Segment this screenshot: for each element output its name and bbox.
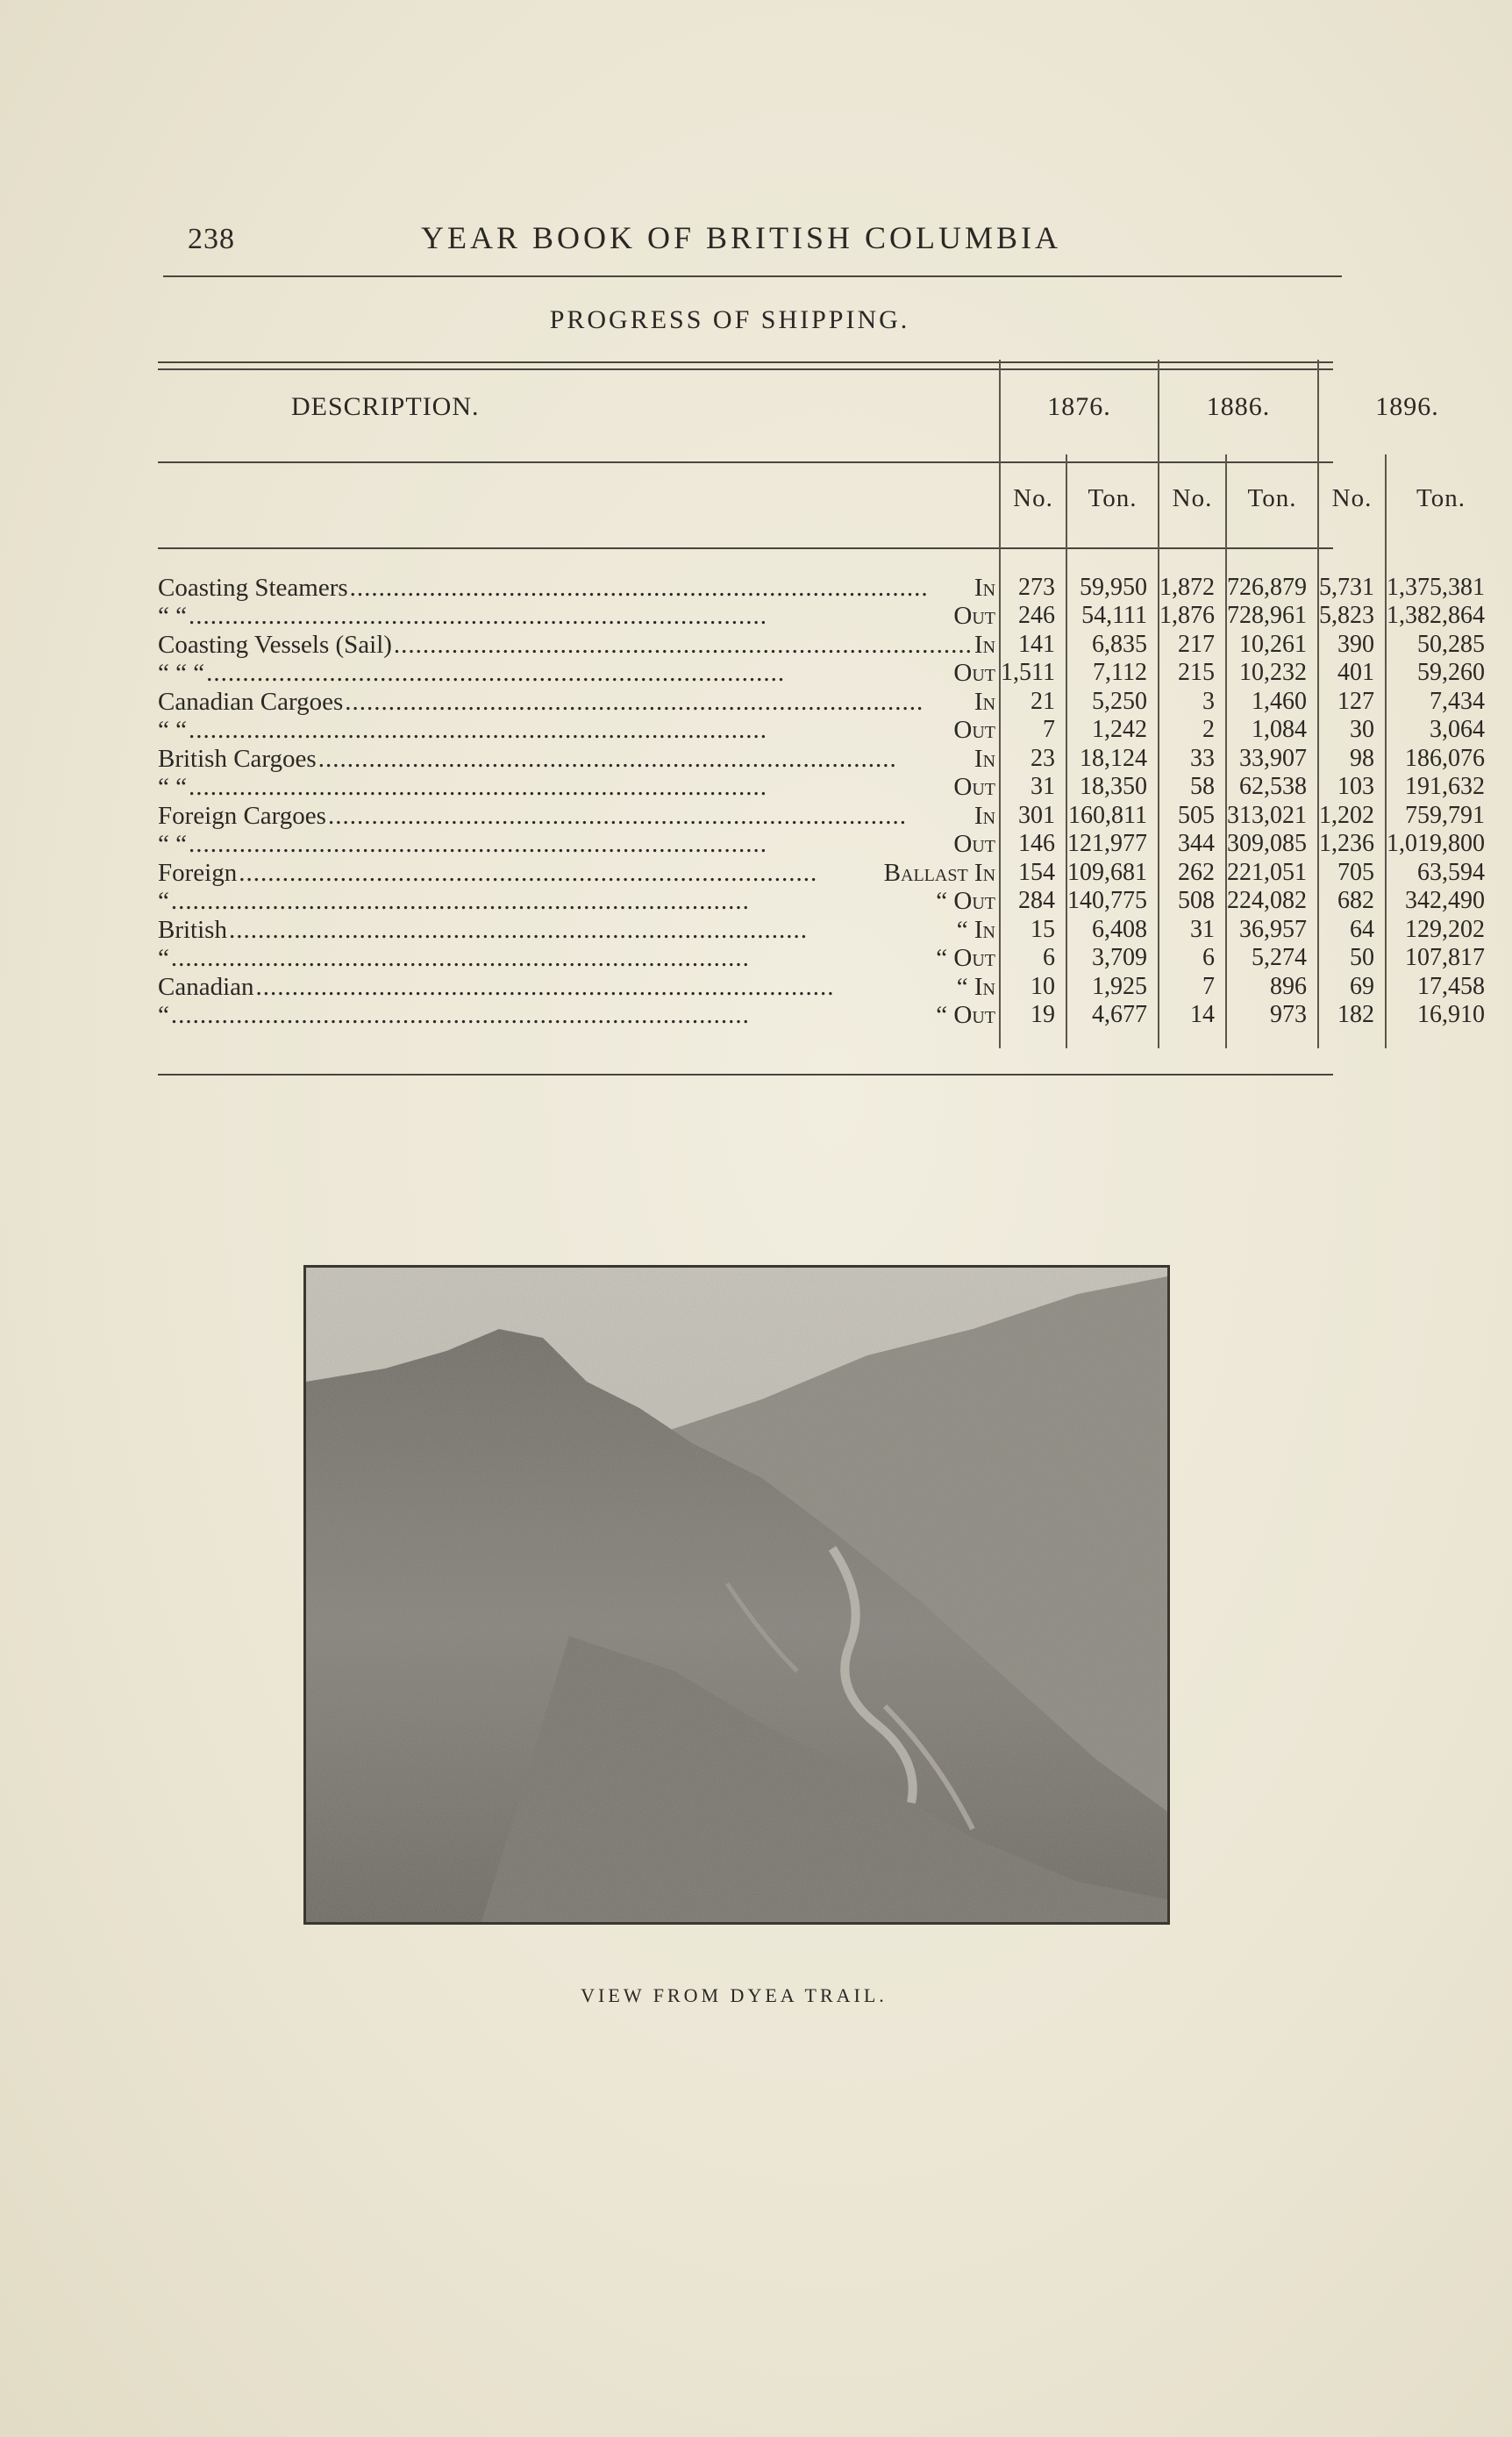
mountain-landscape-image — [306, 1268, 1167, 1922]
table-cell: 50 — [1318, 944, 1386, 973]
row-direction: In — [974, 687, 996, 716]
table-row — [158, 602, 1495, 631]
dot-leader: ................................................................................ — [189, 773, 767, 801]
row-label: “ “ “ — [158, 659, 205, 687]
table-cell: 4,677 — [1066, 1001, 1159, 1048]
table-cell: 33 — [1159, 745, 1226, 774]
row-label: “ “ — [158, 830, 187, 858]
table-cell: 401 — [1318, 659, 1386, 688]
row-description — [158, 716, 999, 744]
table-cell: 59,260 — [1386, 659, 1495, 688]
table-cell: 18,350 — [1066, 773, 1159, 802]
column-header: Ton. — [1066, 454, 1159, 542]
table-cell: 1,236 — [1318, 830, 1386, 859]
page-number: 238 — [188, 223, 235, 255]
row-description — [158, 631, 999, 659]
row-label: Foreign — [158, 858, 238, 887]
table-row — [158, 542, 1495, 602]
dot-leader: ................................................................................ — [170, 887, 750, 915]
table-cell: 262 — [1159, 859, 1226, 888]
table-cell: 728,961 — [1226, 602, 1318, 631]
dot-leader: ................................................................................ — [345, 687, 924, 716]
table-cell: 63,594 — [1386, 859, 1495, 888]
table-cell: 146 — [1000, 830, 1066, 859]
table-cell: 3,709 — [1066, 944, 1159, 973]
table-cell: 107,817 — [1386, 944, 1495, 973]
table-cell: 5,823 — [1318, 602, 1386, 631]
shipping-table — [158, 360, 1495, 1048]
table-row — [158, 688, 1495, 717]
table-cell: 5,731 — [1318, 542, 1386, 602]
table-cell: 186,076 — [1386, 745, 1495, 774]
dot-leader: ................................................................................ — [228, 915, 808, 944]
column-header: Ton. — [1386, 454, 1495, 542]
dot-leader: ................................................................................ — [327, 801, 907, 830]
table-body — [158, 542, 1495, 1048]
table-row — [158, 944, 1495, 973]
table-cell: 54,111 — [1066, 602, 1159, 631]
table-cell: 19 — [1000, 1001, 1066, 1048]
table-cell: 1,925 — [1066, 973, 1159, 1002]
row-direction: Out — [953, 830, 996, 858]
table-cell: 36,957 — [1226, 916, 1318, 945]
table-cell: 6,835 — [1066, 631, 1159, 660]
table-cell: 10 — [1000, 973, 1066, 1002]
column-header: No. — [1159, 454, 1226, 542]
table-row — [158, 859, 1495, 888]
table-cell: 121,977 — [1066, 830, 1159, 859]
row-direction: In — [974, 801, 996, 830]
table-cell: 224,082 — [1226, 887, 1318, 916]
table-cell: 344 — [1159, 830, 1226, 859]
table-cell: 6 — [1159, 944, 1226, 973]
table-cell: 1,872 — [1159, 542, 1226, 602]
table-cell: 7 — [1159, 973, 1226, 1002]
row-label: “ — [158, 1001, 169, 1029]
dot-leader: ................................................................................ — [189, 830, 767, 858]
row-direction: “ Out — [936, 1001, 996, 1029]
dot-leader: ................................................................................ — [349, 574, 929, 602]
table-cell: 726,879 — [1226, 542, 1318, 602]
dot-leader: ................................................................................ — [255, 972, 835, 1001]
year-header: 1876. — [1000, 360, 1159, 454]
table-cell: 18,124 — [1066, 745, 1159, 774]
table-cell: 342,490 — [1386, 887, 1495, 916]
row-description — [158, 542, 999, 602]
dot-leader: ................................................................................ — [239, 858, 818, 887]
table-cell: 3,064 — [1386, 716, 1495, 745]
table-cell: 141 — [1000, 631, 1066, 660]
row-description — [158, 602, 999, 630]
table-cell: 10,232 — [1226, 659, 1318, 688]
dot-leader: ................................................................................ — [206, 659, 786, 687]
column-header: Ton. — [1226, 454, 1318, 542]
table-cell: 6 — [1000, 944, 1066, 973]
row-label: “ “ — [158, 716, 187, 744]
row-description — [158, 973, 999, 1001]
dot-leader: ................................................................................ — [393, 630, 973, 659]
table-cell: 23 — [1000, 745, 1066, 774]
table-cell: 64 — [1318, 916, 1386, 945]
table-cell: 246 — [1000, 602, 1066, 631]
table-cell: 1,242 — [1066, 716, 1159, 745]
column-header: No. — [1318, 454, 1386, 542]
table-cell: 127 — [1318, 688, 1386, 717]
row-direction: “ In — [956, 915, 996, 944]
table-cell: 103 — [1318, 773, 1386, 802]
table-cell: 7,434 — [1386, 688, 1495, 717]
table-cell: 98 — [1318, 745, 1386, 774]
table-cell: 21 — [1000, 688, 1066, 717]
row-label: Canadian — [158, 972, 254, 1001]
table-cell: 7 — [1000, 716, 1066, 745]
row-description — [158, 659, 999, 687]
table-cell: 1,876 — [1159, 602, 1226, 631]
row-direction: Out — [953, 659, 996, 687]
row-direction: Out — [953, 773, 996, 801]
table-title: PROGRESS OF SHIPPING. — [549, 305, 910, 334]
row-direction: Out — [953, 716, 996, 744]
row-direction: Out — [953, 602, 996, 630]
table-cell: 31 — [1159, 916, 1226, 945]
row-description — [158, 773, 999, 801]
row-label: “ “ — [158, 773, 187, 801]
table-cell: 50,285 — [1386, 631, 1495, 660]
dot-leader: ................................................................................ — [317, 744, 897, 773]
table-cell: 17,458 — [1386, 973, 1495, 1002]
figure-caption: VIEW FROM DYEA TRAIL. — [581, 1984, 888, 2006]
table-cell: 30 — [1318, 716, 1386, 745]
row-description — [158, 916, 999, 944]
row-direction: “ Out — [936, 887, 996, 915]
table-row — [158, 830, 1495, 859]
table-row — [158, 1001, 1495, 1048]
row-description — [158, 887, 999, 915]
table-cell: 3 — [1159, 688, 1226, 717]
row-direction: In — [974, 744, 996, 773]
row-label: “ “ — [158, 602, 187, 630]
table-cell: 154 — [1000, 859, 1066, 888]
row-label: “ — [158, 887, 169, 915]
description-header: DESCRIPTION. — [291, 392, 480, 421]
running-title: YEAR BOOK OF BRITISH COLUMBIA — [421, 220, 1062, 255]
table-cell: 313,021 — [1226, 802, 1318, 831]
row-description — [158, 944, 999, 972]
table-cell: 217 — [1159, 631, 1226, 660]
dot-leader: ................................................................................ — [170, 1001, 750, 1029]
table-cell: 14 — [1159, 1001, 1226, 1048]
table-row — [158, 659, 1495, 688]
table-cell: 62,538 — [1226, 773, 1318, 802]
row-direction: Ballast In — [883, 858, 996, 887]
row-label: British Cargoes — [158, 744, 317, 773]
table-cell: 10,261 — [1226, 631, 1318, 660]
table-cell: 273 — [1000, 542, 1066, 602]
table-cell: 7,112 — [1066, 659, 1159, 688]
year-header: 1886. — [1159, 360, 1318, 454]
row-description — [158, 1001, 999, 1048]
table-cell: 309,085 — [1226, 830, 1318, 859]
row-label: Foreign Cargoes — [158, 801, 326, 830]
table-cell: 16,910 — [1386, 1001, 1495, 1048]
row-description — [158, 802, 999, 830]
table-cell: 191,632 — [1386, 773, 1495, 802]
table-cell: 6,408 — [1066, 916, 1159, 945]
header-rule — [163, 275, 1342, 277]
table-cell: 301 — [1000, 802, 1066, 831]
row-direction: “ Out — [936, 944, 996, 972]
row-direction: “ In — [956, 972, 996, 1001]
row-description — [158, 830, 999, 858]
table-cell: 1,460 — [1226, 688, 1318, 717]
table-cell: 109,681 — [1066, 859, 1159, 888]
row-description — [158, 859, 999, 887]
year-header: 1896. — [1318, 360, 1495, 454]
row-label: Coasting Steamers — [158, 574, 348, 602]
table-cell: 140,775 — [1066, 887, 1159, 916]
table-row — [158, 973, 1495, 1002]
table-cell: 1,084 — [1226, 716, 1318, 745]
table-cell: 58 — [1159, 773, 1226, 802]
table-cell: 31 — [1000, 773, 1066, 802]
row-description — [158, 688, 999, 716]
row-label: British — [158, 915, 227, 944]
table-row — [158, 802, 1495, 831]
row-label: Canadian Cargoes — [158, 687, 344, 716]
table-cell: 5,250 — [1066, 688, 1159, 717]
dot-leader: ................................................................................ — [189, 602, 767, 630]
table-cell: 129,202 — [1386, 916, 1495, 945]
table-cell: 1,375,381 — [1386, 542, 1495, 602]
table-cell: 973 — [1226, 1001, 1318, 1048]
page-header — [158, 219, 1342, 272]
row-label: “ — [158, 944, 169, 972]
row-label: Coasting Vessels (Sail) — [158, 630, 392, 659]
row-direction: In — [974, 630, 996, 659]
table-cell: 705 — [1318, 859, 1386, 888]
table-cell: 759,791 — [1386, 802, 1495, 831]
table-cell: 390 — [1318, 631, 1386, 660]
table-bottom-rule — [158, 1074, 1333, 1076]
table-cell: 1,382,864 — [1386, 602, 1495, 631]
table-cell: 1,019,800 — [1386, 830, 1495, 859]
table-cell: 215 — [1159, 659, 1226, 688]
table-row — [158, 916, 1495, 945]
table-cell: 284 — [1000, 887, 1066, 916]
row-direction: In — [974, 574, 996, 602]
table-row — [158, 716, 1495, 745]
table-cell: 896 — [1226, 973, 1318, 1002]
table-cell: 5,274 — [1226, 944, 1318, 973]
row-description — [158, 745, 999, 773]
table-cell: 682 — [1318, 887, 1386, 916]
table-cell: 221,051 — [1226, 859, 1318, 888]
table-cell: 505 — [1159, 802, 1226, 831]
table-cell: 508 — [1159, 887, 1226, 916]
table-row — [158, 631, 1495, 660]
mountain-photograph — [303, 1265, 1170, 1925]
table-cell: 160,811 — [1066, 802, 1159, 831]
table-row — [158, 773, 1495, 802]
table-cell: 1,202 — [1318, 802, 1386, 831]
table-cell: 1,511 — [1000, 659, 1066, 688]
table-cell: 2 — [1159, 716, 1226, 745]
table-cell: 33,907 — [1226, 745, 1318, 774]
dot-leader: ................................................................................ — [189, 716, 767, 744]
table-cell: 182 — [1318, 1001, 1386, 1048]
dot-leader: ................................................................................ — [170, 944, 750, 972]
table-row — [158, 745, 1495, 774]
table-cell: 69 — [1318, 973, 1386, 1002]
table-cell: 15 — [1000, 916, 1066, 945]
column-header: No. — [1000, 454, 1066, 542]
table-row — [158, 887, 1495, 916]
table-cell: 59,950 — [1066, 542, 1159, 602]
